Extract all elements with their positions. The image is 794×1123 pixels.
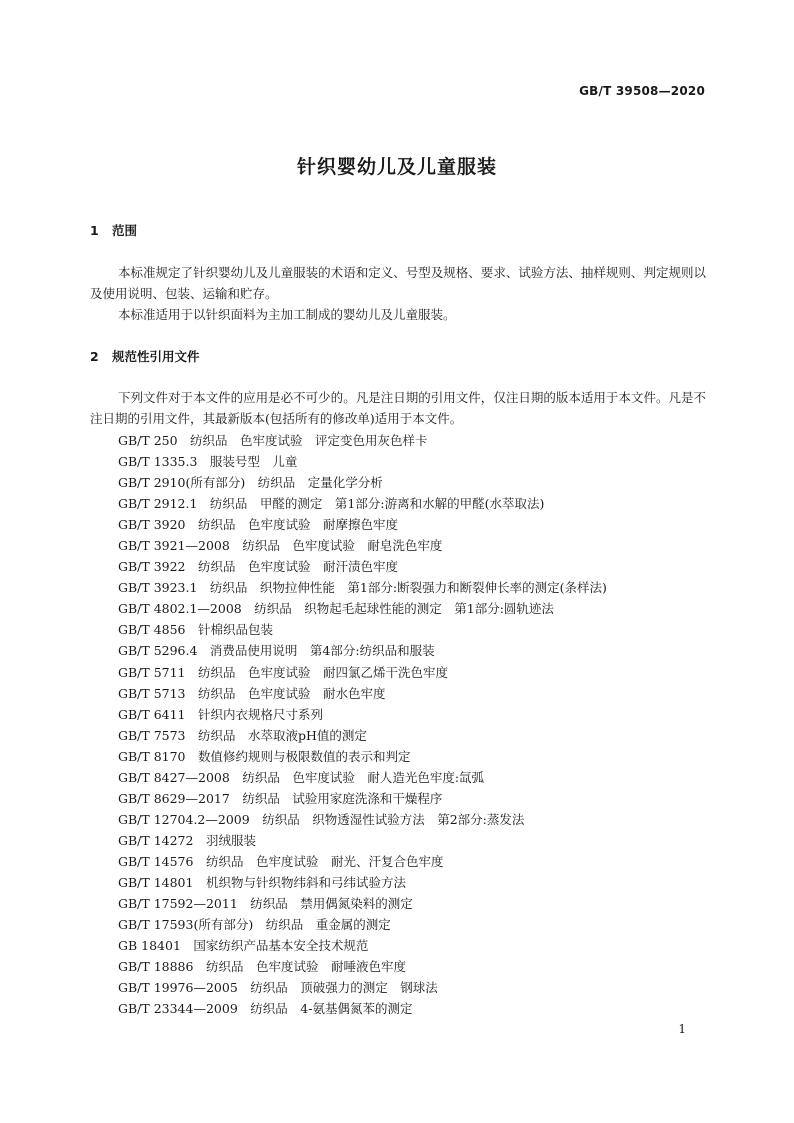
reference-item: GB/T 8427—2008 纺织品 色牢度试验 耐人造光色牢度:氙弧 — [118, 769, 485, 785]
reference-item: GB/T 2910(所有部分) 纺织品 定量化学分析 — [118, 475, 383, 491]
reference-item: GB/T 6411 针织内衣规格尺寸系列 — [118, 706, 324, 722]
section-2-number: 2 — [90, 349, 99, 364]
reference-item: GB/T 1335.3 服装号型 儿童 — [118, 454, 298, 470]
reference-item: GB/T 7573 纺织品 水萃取液pH值的测定 — [118, 727, 367, 743]
reference-item: GB/T 14272 羽绒服装 — [118, 832, 256, 848]
reference-item: GB/T 14576 纺织品 色牢度试验 耐光、汗复合色牢度 — [118, 853, 444, 869]
section-1-number: 1 — [90, 223, 99, 238]
section-2-title: 规范性引用文件 — [112, 349, 200, 364]
reference-list — [118, 430, 607, 1019]
scope-paragraph-2: 本标准适用于以针织面料为主加工制成的婴幼儿及儿童服装。 — [118, 307, 456, 322]
reference-item: GB 18401 国家纺织产品基本安全技术规范 — [118, 938, 369, 954]
reference-item: GB/T 3920 纺织品 色牢度试验 耐摩擦色牢度 — [118, 517, 399, 533]
reference-item: GB/T 8170 数值修约规则与极限数值的表示和判定 — [118, 748, 411, 764]
section-2-heading — [90, 347, 200, 365]
reference-item: GB/T 5713 纺织品 色牢度试验 耐水色牢度 — [118, 685, 386, 701]
reference-item: GB/T 18886 纺织品 色牢度试验 耐唾液色牢度 — [118, 959, 406, 975]
reference-item: GB/T 14801 机织物与针织物纬斜和弓纬试验方法 — [118, 874, 406, 890]
reference-item: GB/T 5711 纺织品 色牢度试验 耐四氯乙烯干洗色牢度 — [118, 664, 449, 680]
reference-item: GB/T 3921—2008 纺织品 色牢度试验 耐皂洗色牢度 — [118, 538, 443, 554]
references-intro: 下列文件对于本文件的应用是必不可少的。凡是注日期的引用文件，仅注日期的版本适用于本文件。凡是不注日期的引用文件，其最新版本(包括所有的修改单)适用于本文件。 — [90, 390, 706, 426]
scope-paragraph-1: 本标准规定了针织婴幼儿及儿童服装的术语和定义、号型及规格、要求、试验方法、抽样规则、判定规则以及使用说明、包装、运输和贮存。 — [90, 265, 706, 301]
section-1-title: 范围 — [112, 223, 138, 238]
reference-item: GB/T 8629—2017 纺织品 试验用家庭洗涤和干燥程序 — [118, 790, 443, 806]
reference-item: GB/T 250 纺织品 色牢度试验 评定变色用灰色样卡 — [118, 433, 428, 448]
reference-item: GB/T 2912.1 纺织品 甲醛的测定 第1部分:游离和水解的甲醛(水萃取法) — [118, 496, 545, 512]
reference-item: GB/T 3923.1 纺织品 织物拉伸性能 第1部分:断裂强力和断裂伸长率的测定(条样法) — [118, 580, 607, 596]
reference-item: GB/T 19976—2005 纺织品 顶破强力的测定 钢球法 — [118, 980, 438, 996]
reference-item: GB/T 17592—2011 纺织品 禁用偶氮染料的测定 — [118, 896, 413, 912]
section-1-heading — [90, 221, 137, 239]
reference-item: GB/T 12704.2—2009 纺织品 织物透湿性试验方法 第2部分:蒸发法 — [118, 811, 525, 827]
reference-item: GB/T 4856 针棉织品包装 — [118, 622, 274, 638]
reference-item: GB/T 23344—2009 纺织品 4-氨基偶氮苯的测定 — [118, 1001, 413, 1017]
reference-item: GB/T 4802.1—2008 纺织品 织物起毛起球性能的测定 第1部分:圆轨迹法 — [118, 601, 554, 617]
standard-code: GB/T 39508—2020 — [579, 84, 705, 98]
page-number: 1 — [678, 1022, 686, 1036]
reference-item: GB/T 3922 纺织品 色牢度试验 耐汗渍色牢度 — [118, 559, 399, 575]
document-title: 针织婴幼儿及儿童服装 — [296, 156, 497, 178]
reference-item: GB/T 17593(所有部分) 纺织品 重金属的测定 — [118, 917, 391, 933]
reference-item: GB/T 5296.4 消费品使用说明 第4部分:纺织品和服装 — [118, 643, 435, 659]
